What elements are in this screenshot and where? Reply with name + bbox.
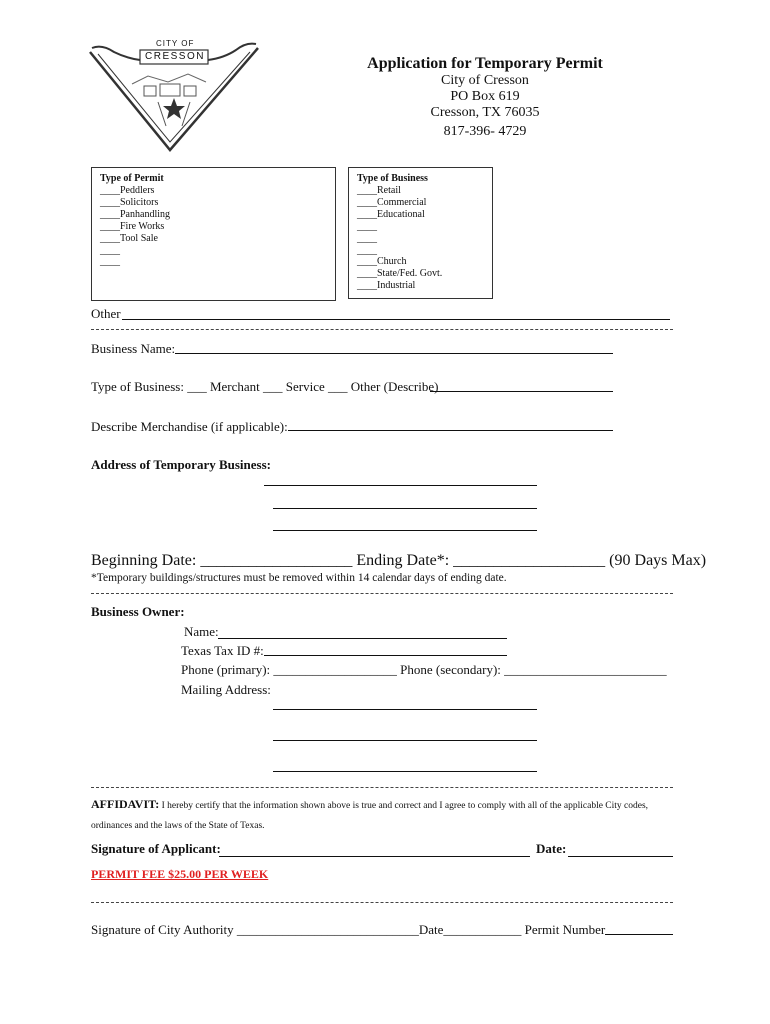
owner-label: Business Owner: xyxy=(91,604,185,619)
business-option[interactable]: ____Industrial xyxy=(357,280,416,292)
business-name-label: Business Name: xyxy=(91,341,176,356)
business-option[interactable]: ____Commercial xyxy=(357,196,427,208)
header-address-line-1: City of Cresson xyxy=(441,73,529,88)
other-label: Other xyxy=(91,306,121,321)
mailing-address-line-3[interactable] xyxy=(273,771,537,772)
applicant-date-field[interactable] xyxy=(568,856,673,857)
business-type-other-field[interactable] xyxy=(430,391,613,392)
permit-fee: PERMIT FEE $25.00 PER WEEK xyxy=(91,867,269,881)
business-option[interactable]: ____State/Fed. Govt. xyxy=(357,268,443,280)
owner-name-field[interactable] xyxy=(218,638,507,639)
mailing-address-line-2[interactable] xyxy=(273,740,537,741)
applicant-date-label: Date: xyxy=(536,841,567,856)
permit-type-title: Type of Permit xyxy=(100,173,164,184)
permit-option[interactable]: ____Peddlers xyxy=(100,185,155,196)
applicant-signature-label: Signature of Applicant: xyxy=(91,841,221,856)
phone-line[interactable]: Phone (primary): ___________________ Phone (secondary): _________________________ xyxy=(181,662,667,677)
dates-line[interactable]: Beginning Date: ___________________ Ending Date*: ___________________ (90 Days Max) xyxy=(91,552,707,569)
divider xyxy=(91,593,673,594)
affidavit-label: AFFIDAVIT: xyxy=(91,797,160,811)
business-option[interactable]: ____ xyxy=(357,232,377,244)
divider xyxy=(91,902,673,903)
affidavit xyxy=(91,794,683,836)
business-option[interactable]: ____Retail xyxy=(357,185,401,196)
permit-type-box xyxy=(91,167,336,301)
temp-address-line-1[interactable] xyxy=(264,485,537,486)
other-field[interactable] xyxy=(122,319,670,320)
city-logo xyxy=(88,40,260,152)
merchandise-label: Describe Merchandise (if applicable): xyxy=(91,419,288,434)
owner-name-label: Name: xyxy=(184,624,219,639)
form-title: Application for Temporary Permit xyxy=(367,55,603,72)
business-type-title: Type of Business xyxy=(357,173,428,184)
city-authority-line[interactable]: Signature of City Authority ____________________________Date____________ Permit Number xyxy=(91,922,606,937)
business-option[interactable]: ____ xyxy=(357,220,377,232)
logo-city-name: CRESSON xyxy=(145,51,205,62)
permit-number-field[interactable] xyxy=(605,934,673,935)
header-address-line-3: Cresson, TX 76035 xyxy=(430,105,540,120)
dates-note: *Temporary buildings/structures must be removed within 14 calendar days of ending date. xyxy=(91,572,507,584)
business-option[interactable]: ____Church xyxy=(357,256,407,268)
applicant-signature-field[interactable] xyxy=(219,856,530,857)
temp-address-line-3[interactable] xyxy=(273,530,537,531)
mailing-address-label: Mailing Address: xyxy=(181,682,271,697)
permit-option[interactable]: ____ xyxy=(100,256,120,268)
mailing-address-line-1[interactable] xyxy=(273,709,537,710)
permit-option[interactable]: ____Tool Sale xyxy=(100,232,158,244)
header-phone: 817-396- 4729 xyxy=(443,124,527,139)
divider xyxy=(91,787,673,788)
business-option[interactable]: ____ xyxy=(357,244,377,256)
business-type-line[interactable]: Type of Business: ___ Merchant ___ Service ___ Other (Describe) xyxy=(91,379,439,394)
business-name-field[interactable] xyxy=(175,353,613,354)
business-option[interactable]: ____Educational xyxy=(357,208,425,220)
header-address-line-2: PO Box 619 xyxy=(450,89,520,104)
tax-id-label: Texas Tax ID #: xyxy=(181,643,264,658)
tax-id-field[interactable] xyxy=(264,655,507,656)
merchandise-field[interactable] xyxy=(288,430,613,431)
affidavit-text: I hereby certify that the information shown above is true and correct and I agree to comply with all of the applicable City codes, ordinances and the laws of the State of Texas. xyxy=(91,801,649,831)
temp-address-line-2[interactable] xyxy=(273,508,537,509)
permit-option[interactable]: ____Panhandling xyxy=(100,208,170,220)
permit-option[interactable]: ____ xyxy=(100,244,120,256)
business-type-box xyxy=(348,167,493,299)
divider xyxy=(91,329,673,330)
temp-address-label: Address of Temporary Business: xyxy=(91,457,271,472)
permit-option[interactable]: ____Solicitors xyxy=(100,196,159,208)
permit-option[interactable]: ____Fire Works xyxy=(100,220,165,232)
logo-caption: CITY OF xyxy=(156,39,195,48)
